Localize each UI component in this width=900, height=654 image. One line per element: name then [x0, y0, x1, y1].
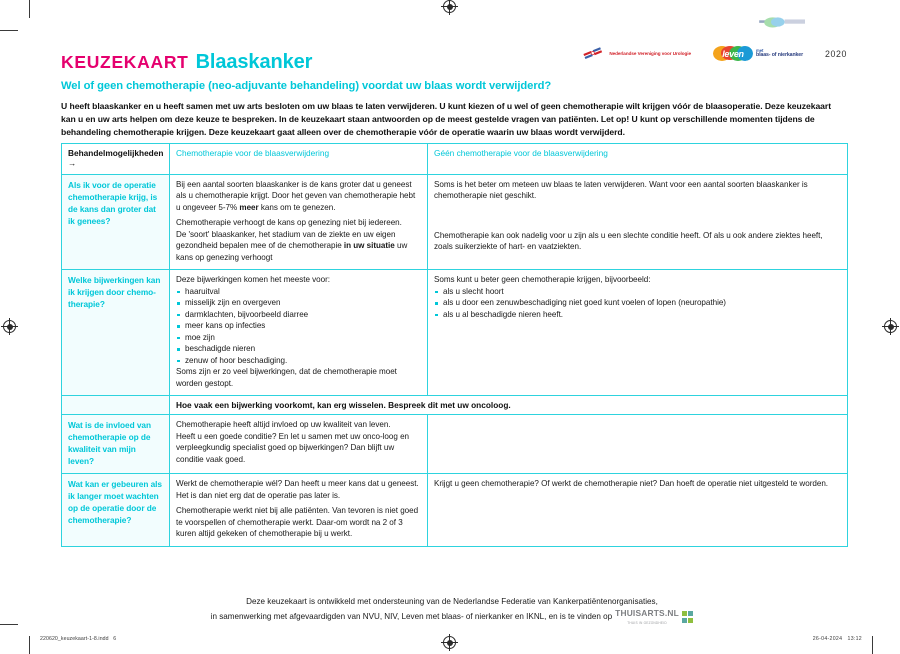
row-with-bijwerkingen [170, 270, 428, 396]
table-row [62, 270, 848, 396]
paragraph: Soms is het beter om meteen uw blaas te laten verwijderen. Want voor een aantal soorten blaaskanker is chemotherapie niet geschikt. [434, 180, 808, 201]
registration-mark-left [3, 320, 16, 333]
table-header-row [62, 144, 848, 175]
leven-logo-line1: met [756, 47, 764, 53]
header-met-chemotherapie: Chemotherapie voor de blaasverwijdering [170, 144, 428, 175]
header-geen-chemotherapie: Géén chemotherapie voor de blaasverwijdering [428, 144, 848, 175]
paragraph: Deze bijwerkingen komen het meeste voor: [176, 275, 331, 285]
row-without-wachten-operatie: Krijgt u geen chemotherapie? Of werkt de chemotherapie niet? Dan hoeft de operatie niet uitgesteld te worden. [428, 474, 848, 546]
paragraph: Soms kunt u beter geen chemotherapie krijgen, bijvoorbeeld: [434, 275, 651, 285]
leven-badge-icon [713, 46, 753, 61]
band-spacer [62, 396, 170, 415]
registration-mark-right [884, 320, 897, 333]
paragraph: Chemotherapie kan ook nadelig voor u zijn als u een slechte conditie heeft. Of als u ook andere ziektes heeft, zoals suikerziekte of hart- en vaatziekten. [434, 230, 823, 252]
crop-mark-top-left-horizontal [0, 30, 18, 31]
row-question-genezing: Als ik voor de operatie chemotherapie krijg, is de kans dan groter dat ik genees? [62, 175, 170, 270]
title-main: Blaaskanker [195, 51, 313, 73]
bullet-list-without [434, 286, 841, 320]
paragraph: Bij een aantal soorten blaaskanker is de kans groter dat u geneest als u chemotherapie krijgt. Door het geven van chemotherapie hebt u ongeveer 5-7% meer kans om te genezen. [176, 180, 416, 212]
page-subtitle: Wel of geen chemotherapie (neo-adjuvante behandeling) voordat uw blaas wordt verwijderd? [61, 80, 552, 92]
footer-line-1: Deze keuzekaart is ontwikkeld met ondersteuning van de Nederlandse Federatie van Kankerpatiëntenorganisaties, [246, 597, 658, 606]
thuisarts-name: THUISARTS.NL [615, 607, 679, 618]
footer [57, 596, 847, 626]
paragraph: Chemotherapie werkt niet bij alle patiënten. Van tevoren is niet goed te voorspellen of chemotherapie werkt. Daar-om wordt na 2 of 3 kuren altijd gekeken of chemotherapie bij u werkt. [176, 506, 419, 539]
print-status-strip [0, 636, 900, 650]
thuisarts-logo-text [615, 609, 679, 626]
keuzekaart-sheet [57, 18, 847, 628]
logo-nvu [583, 47, 691, 60]
table-header [62, 144, 848, 175]
paragraph: De 'soort' blaaskanker, het stadium van de ziekte en uw eigen gezondheid bepalen mee of de chemotherapie in uw situatie uw kans op genezing verhoogt [176, 229, 408, 262]
list-item: als u al beschadigde nieren heeft. [434, 309, 841, 320]
paragraph: Soms zijn er zo veel bijwerkingen, dat de chemotherapie moet worden gestopt. [176, 367, 397, 388]
print-timestamp: 26-04-2024 13:12 [812, 636, 862, 642]
row-without-genezing [428, 175, 848, 270]
header-behandelmogelijkheden: Behandelmogelijkheden → [62, 144, 170, 175]
keuzekaart-table [61, 143, 848, 547]
logo-nvu-label: Nederlandse Vereniging voor Urologie [609, 50, 691, 56]
logo-leven-met-blaas-of-nierkanker [713, 46, 803, 61]
registration-mark-top [443, 0, 456, 13]
row-question-wachten-operatie: Wat kan er gebeuren als ik langer moet wachten op de operatie door de chemotherapie? [62, 474, 170, 546]
row-without-kwaliteit-leven [428, 415, 848, 474]
paragraph: Werkt de chemotherapie wél? Dan heeft u meer kans dat u geneest. [176, 479, 419, 489]
crop-mark-bottom-left-horizontal [0, 624, 18, 625]
row-with-wachten-operatie [170, 474, 428, 546]
row-question-bijwerkingen: Welke bijwerkingen kan ik krijgen door chemo-therapie? [62, 270, 170, 396]
bleed-logo [759, 15, 805, 29]
row-without-bijwerkingen [428, 270, 848, 396]
table-row [62, 474, 848, 546]
leven-logo-line2: blaas- of nierkanker [756, 51, 804, 58]
table-row [62, 175, 848, 270]
leven-badge-label: leven [722, 48, 744, 59]
footer-line-2: in samenwerking met afgevaardigden van NVU, NIV, Leven met blaas- of nierkanker en IKNL, en is te vinden op [210, 611, 613, 621]
thuisarts-tagline: THUIS IN GEZONDHEID [627, 620, 667, 625]
crop-mark-top-left-vertical [29, 0, 30, 18]
print-filename: 220620_keuzekaart-1-8.indd 6 [40, 636, 117, 642]
header-logo-strip [583, 46, 847, 61]
year-label: 2020 [825, 48, 847, 59]
list-item: beschadigde nieren [176, 343, 421, 354]
list-item: misselijk zijn en overgeven [176, 297, 421, 308]
thuisarts-logo[interactable] [615, 609, 693, 626]
paragraph: Heeft u een goede conditie? En let u samen met uw onco-loog en verpleegkundig specialist goed op bijwerkingen? Dan blijft uw conditie vaak goed. [176, 431, 410, 464]
row-question-kwaliteit-leven: Wat is de invloed van chemotherapie op de kwaliteit van mijn leven? [62, 415, 170, 474]
list-item: als u slecht hoort [434, 286, 841, 297]
table-row [62, 415, 848, 474]
list-item: moe zijn [176, 332, 421, 343]
paragraph: Het is dan niet erg dat de operatie pas later is. [176, 490, 341, 500]
list-item: zenuw of hoor beschadiging. [176, 355, 421, 366]
table-row-band [62, 396, 848, 415]
paragraph: Chemotherapie heeft altijd invloed op uw kwaliteit van leven. [176, 420, 391, 430]
title-prefix: KEUZEKAART [61, 52, 189, 72]
nvu-logo-icon [583, 47, 605, 60]
list-item: darmklachten, bijvoorbeeld diarree [176, 309, 421, 320]
row-with-kwaliteit-leven [170, 415, 428, 474]
intro-paragraph: U heeft blaaskanker en u heeft samen met uw arts besloten om uw blaas te laten verwijderen. U kunt kiezen of u wel of geen chemotherapie wilt krijgen vóór de blaasoperatie. Deze keuzekaart kan u en uw arts helpen om deze keuze te bespreken. In de keuzekaart staan antwoorden op de meest gestelde vragen van patiënten. Let op! U kunt op verschillende momenten tijdens de behandeling chemotherapie krijgen. Deze keuzekaart gaat alleen over de chemotherapie vóór de operatie waarin uw blaas wordt verwijderd. [61, 101, 832, 138]
bleed-logo-glyph [759, 16, 805, 27]
footer-line-2-wrap [211, 609, 694, 626]
thuisarts-squares-icon [682, 611, 693, 622]
table-body [62, 175, 848, 547]
page-title [61, 51, 312, 74]
list-item: als u door een zenuwbeschadiging niet goed kunt voelen of lopen (neuropathie) [434, 297, 841, 308]
list-item: meer kans op infecties [176, 320, 421, 331]
row-with-genezing [170, 175, 428, 270]
leven-logo-text [756, 49, 803, 59]
bullet-list-with [176, 286, 421, 366]
paragraph: Chemotherapie verhoogt de kans op genezing niet bij iedereen. [176, 218, 402, 228]
band-note-bijwerkingen: Hoe vaak een bijwerking voorkomt, kan erg wisselen. Bespreek dit met uw oncoloog. [170, 396, 848, 415]
list-item: haaruitval [176, 286, 421, 297]
